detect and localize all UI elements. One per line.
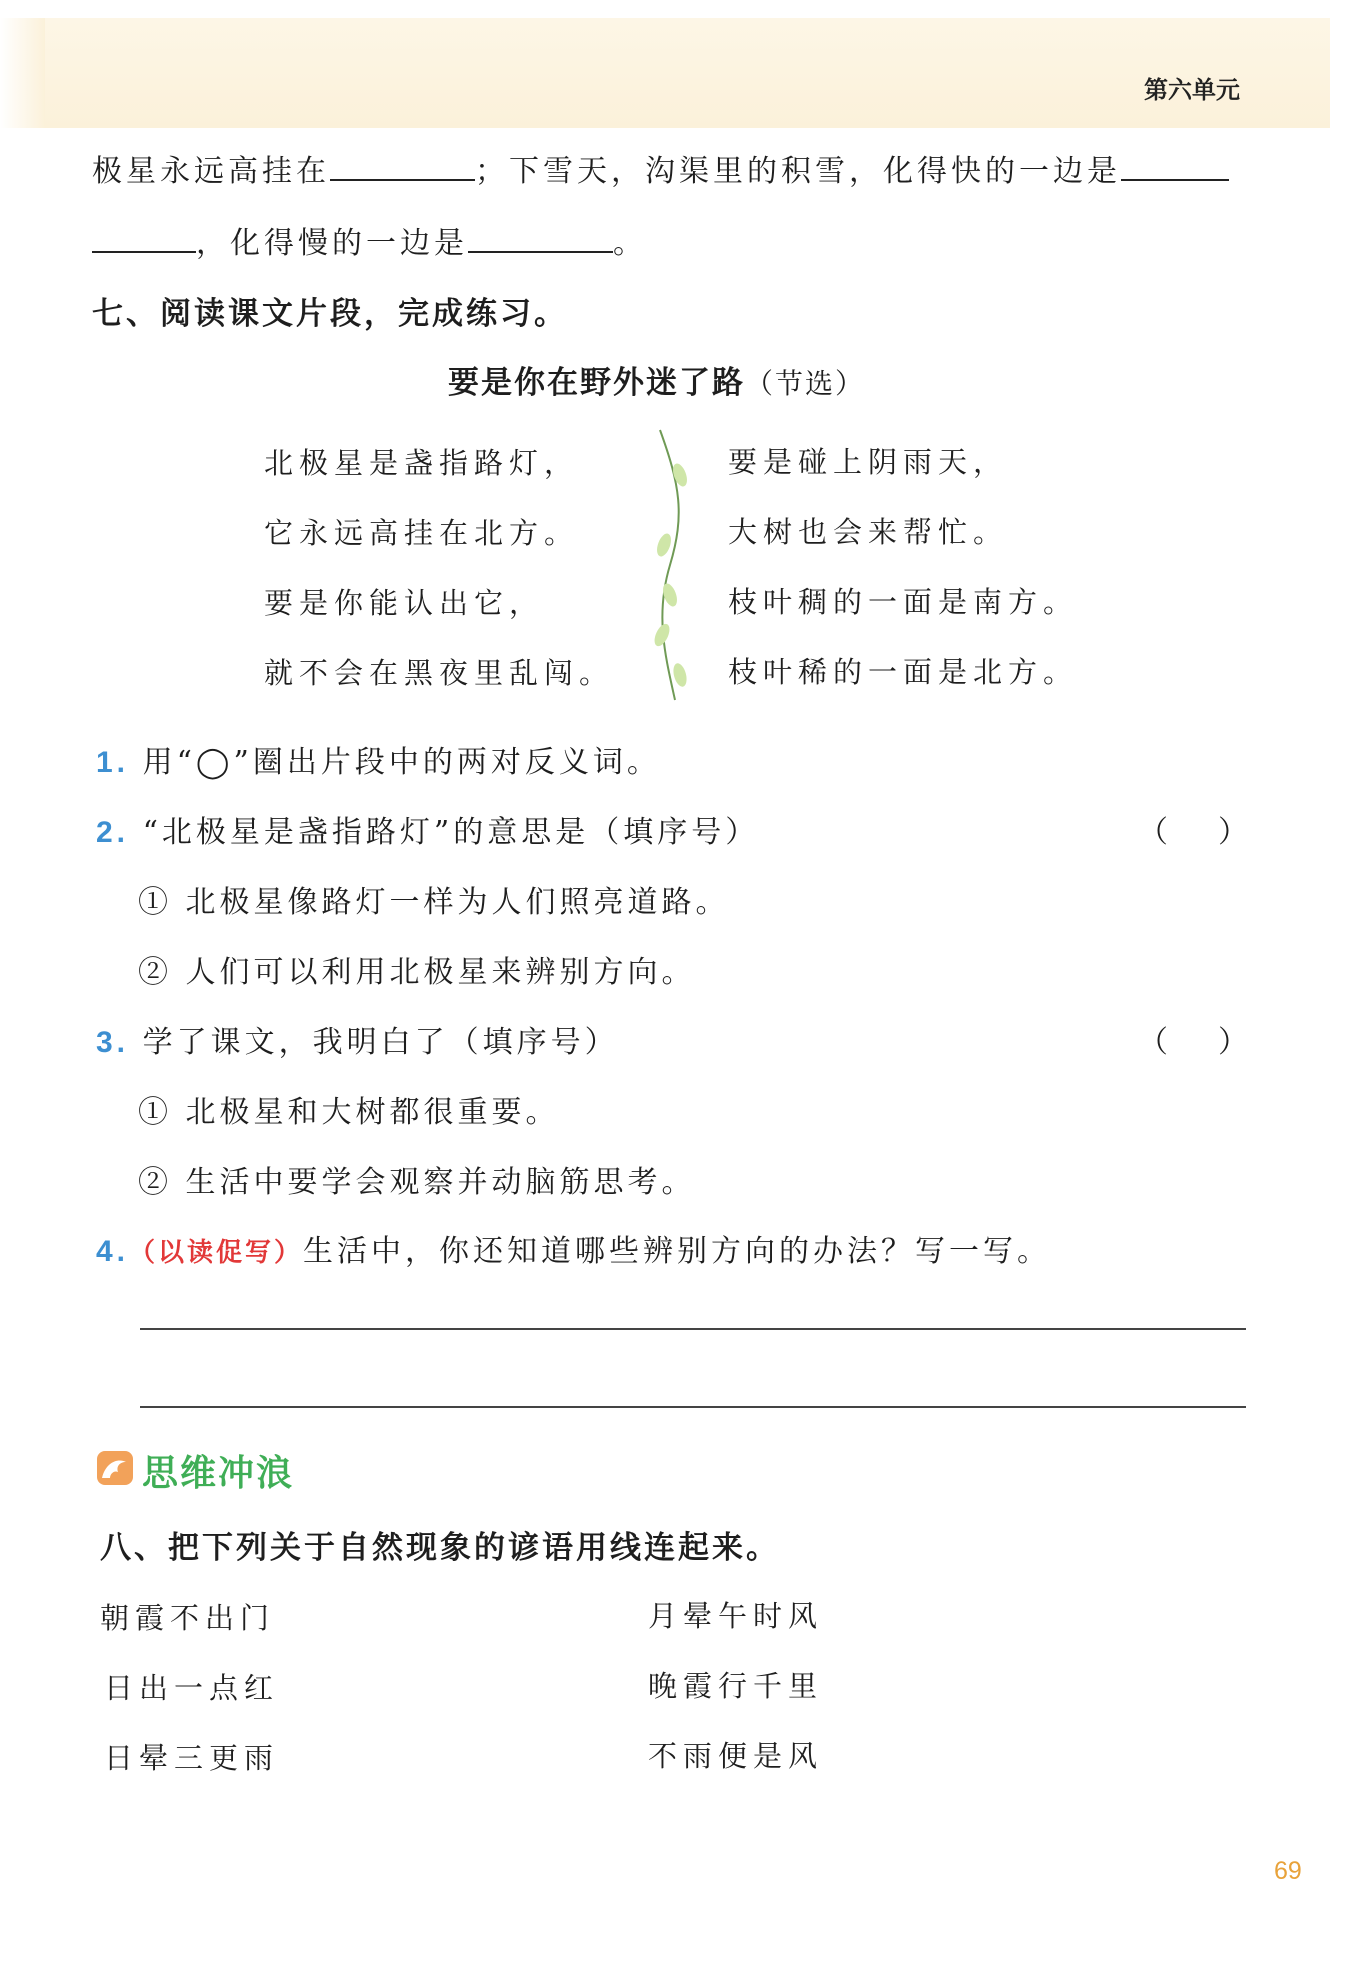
passage-title-note: （节选） — [745, 367, 866, 400]
question-number: 4. — [96, 1235, 130, 1268]
question-3 — [96, 1017, 619, 1061]
proverb-right-3[interactable]: 不雨便是风 — [648, 1739, 824, 1773]
poem-right-2: 大树也会来帮忙。 — [728, 515, 1009, 549]
question-number: 3. — [96, 1026, 130, 1059]
fill-text: 。 — [613, 226, 647, 261]
fill-text: 极星永远高挂在 — [92, 154, 330, 189]
poem-right-3: 枝叶稠的一面是南方。 — [728, 585, 1079, 619]
passage-title — [448, 357, 865, 402]
poem-left-3: 要是你能认出它， — [264, 586, 545, 620]
q2-option-1: ① 北极星像路灯一样为人们照亮道路。 — [138, 885, 730, 920]
answer-blank[interactable] — [92, 223, 196, 253]
passage-title-text: 要是你在野外迷了路 — [448, 365, 745, 401]
fill-text: ，化得慢的一边是 — [196, 226, 468, 261]
question-text: 用“◯”圈出片段中的两对反义词。 — [142, 745, 661, 780]
poem-left-4: 就不会在黑夜里乱闯。 — [264, 656, 615, 690]
section-8-heading: 八、把下列关于自然现象的谚语用线连起来。 — [100, 1530, 780, 1566]
fill-line-1 — [92, 146, 1229, 190]
wave-icon — [96, 1450, 134, 1486]
question-tag: （以读促写） — [129, 1238, 304, 1268]
poem-right-4: 枝叶稀的一面是北方。 — [728, 655, 1079, 689]
poem-left-2: 它永远高挂在北方。 — [264, 516, 580, 550]
proverb-left-1[interactable]: 朝霞不出门 — [100, 1601, 276, 1635]
answer-parentheses[interactable]: （） — [1138, 1025, 1298, 1060]
writing-line[interactable] — [140, 1328, 1246, 1330]
vine-divider-icon — [640, 425, 690, 705]
question-2 — [96, 807, 759, 851]
writing-line[interactable] — [140, 1406, 1246, 1408]
fill-line-2 — [92, 218, 647, 262]
question-number: 2. — [96, 816, 130, 849]
poem-right-1: 要是碰上阴雨天， — [728, 445, 1009, 479]
q3-option-1: ① 北极星和大树都很重要。 — [138, 1095, 560, 1130]
question-text: “北极星是盏指路灯”的意思是（填序号） — [142, 815, 760, 850]
header-fade — [0, 18, 45, 128]
q3-option-2: ② 生活中要学会观察并动脑筋思考。 — [138, 1165, 696, 1200]
answer-blank[interactable] — [330, 151, 475, 181]
proverb-left-2[interactable]: 日出一点红 — [104, 1671, 280, 1705]
proverb-right-1[interactable]: 月晕午时风 — [648, 1599, 824, 1633]
page-number: 69 — [1274, 1857, 1302, 1885]
answer-blank[interactable] — [468, 223, 613, 253]
section-7-heading: 七、阅读课文片段，完成练习。 — [92, 296, 568, 332]
question-1 — [96, 737, 661, 781]
header-bar — [45, 18, 1330, 128]
question-text: 生活中，你还知道哪些辨别方向的办法？写一写。 — [303, 1234, 1052, 1269]
proverb-right-2[interactable]: 晚霞行千里 — [648, 1669, 824, 1703]
proverb-left-3[interactable]: 日晕三更雨 — [104, 1741, 280, 1775]
question-text: 学了课文，我明白了（填序号） — [142, 1025, 619, 1060]
q2-option-2: ② 人们可以利用北极星来辨别方向。 — [138, 955, 696, 990]
fill-text: ；下雪天，沟渠里的积雪，化得快的一边是 — [475, 154, 1121, 189]
question-4 — [96, 1226, 1051, 1270]
question-number: 1. — [96, 746, 130, 779]
unit-label: 第六单元 — [1144, 77, 1240, 104]
section-banner-title: 思维冲浪 — [142, 1453, 295, 1494]
poem-left-1: 北极星是盏指路灯， — [264, 446, 580, 480]
answer-parentheses[interactable]: （） — [1138, 815, 1298, 850]
answer-blank[interactable] — [1121, 151, 1229, 181]
